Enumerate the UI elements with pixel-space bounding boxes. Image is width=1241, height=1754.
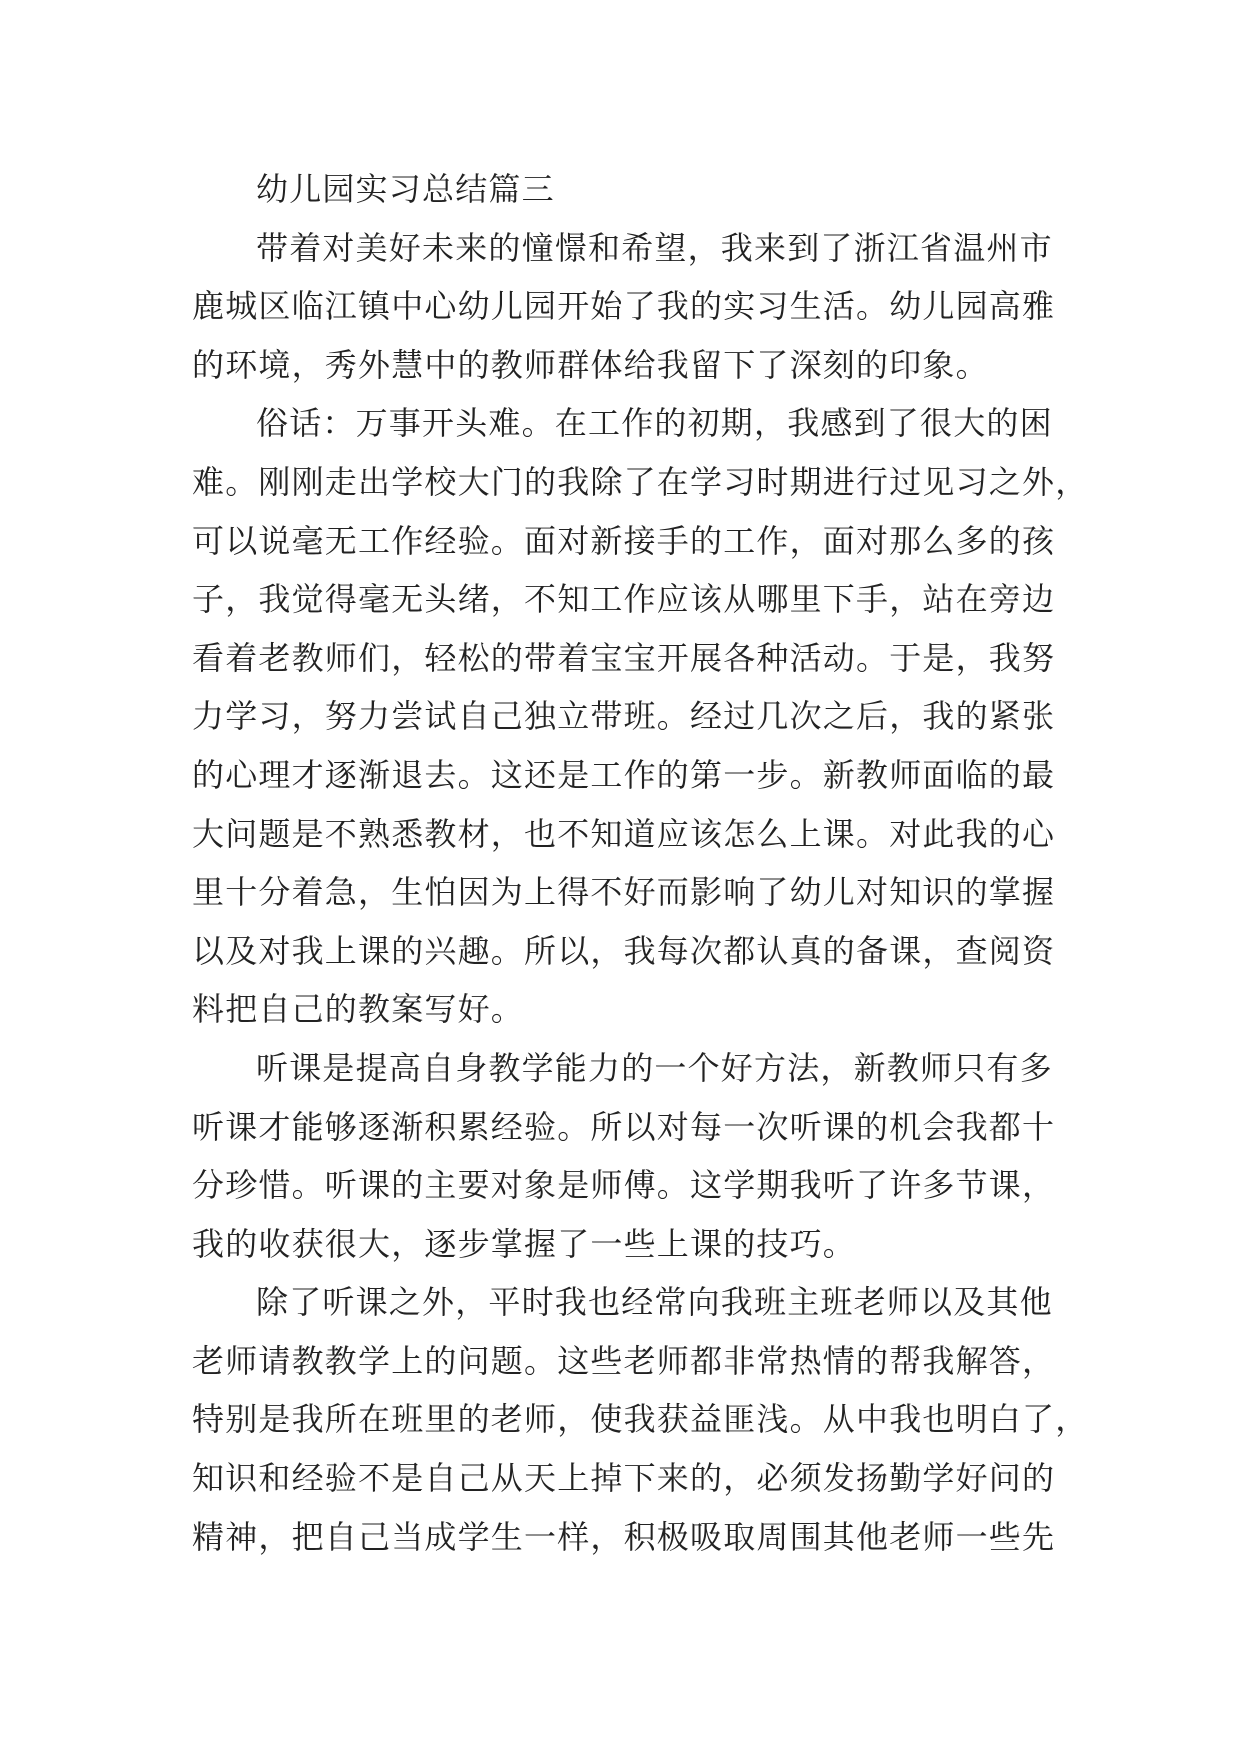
paragraph-3	[192, 1039, 1056, 1273]
paragraph-line: 难。刚刚走出学校大门的我除了在学习时期进行过见习之外，	[192, 462, 1089, 501]
paragraph-line: 我的收获很大，逐步掌握了一些上课的技巧。	[192, 1224, 857, 1263]
paragraph-line: 以及对我上课的兴趣。所以，我每次都认真的备课，查阅资	[192, 931, 1056, 970]
paragraph-line: 料把自己的教案写好。	[192, 990, 525, 1029]
paragraph-line: 知识和经验不是自己从天上掉下来的，必须发扬勤学好问的	[192, 1459, 1056, 1498]
paragraph-line: 老师请教教学上的问题。这些老师都非常热情的帮我解答，	[192, 1341, 1056, 1380]
paragraph-line: 可以说毫无工作经验。面对新接手的工作，面对那么多的孩	[192, 521, 1056, 560]
paragraph-line: 俗话：万事开头难。在工作的初期，我感到了很大的困	[256, 404, 1053, 443]
paragraph-line: 带着对美好未来的憧憬和希望，我来到了浙江省温州市	[256, 228, 1053, 267]
paragraph-line: 大问题是不熟悉教材，也不知道应该怎么上课。对此我的心	[192, 814, 1056, 853]
title-line: 幼儿园实习总结篇三	[256, 170, 555, 208]
paragraph-line: 除了听课之外，平时我也经常向我班主班老师以及其他	[256, 1283, 1053, 1322]
paragraph-line: 特别是我所在班里的老师，使我获益匪浅。从中我也明白了，	[192, 1400, 1089, 1439]
paragraph-line: 鹿城区临江镇中心幼儿园开始了我的实习生活。幼儿园高雅	[192, 287, 1056, 326]
document-title	[192, 160, 1048, 219]
paragraph-line: 分珍惜。听课的主要对象是师傅。这学期我听了许多节课，	[192, 1166, 1056, 1205]
paragraph-1	[192, 219, 1056, 395]
paragraph-2	[192, 394, 1089, 1039]
paragraph-line: 的心理才逐渐退去。这还是工作的第一步。新教师面临的最	[192, 755, 1056, 794]
paragraph-line: 听课才能够逐渐积累经验。所以对每一次听课的机会我都十	[192, 1107, 1056, 1146]
paragraph-line: 子，我觉得毫无头绪，不知工作应该从哪里下手，站在旁边	[192, 580, 1056, 619]
document-body	[192, 160, 1089, 1566]
paragraph-line: 的环境，秀外慧中的教师群体给我留下了深刻的印象。	[192, 345, 989, 384]
paragraph-4	[192, 1273, 1089, 1566]
paragraph-line: 力学习，努力尝试自己独立带班。经过几次之后，我的紧张	[192, 697, 1056, 736]
paragraph-line: 精神，把自己当成学生一样，积极吸取周围其他老师一些先	[192, 1517, 1056, 1556]
paragraph-line: 里十分着急，生怕因为上得不好而影响了幼儿对知识的掌握	[192, 873, 1056, 912]
paragraph-line: 看着老教师们，轻松的带着宝宝开展各种活动。于是，我努	[192, 638, 1056, 677]
paragraph-line: 听课是提高自身教学能力的一个好方法，新教师只有多	[256, 1048, 1053, 1087]
